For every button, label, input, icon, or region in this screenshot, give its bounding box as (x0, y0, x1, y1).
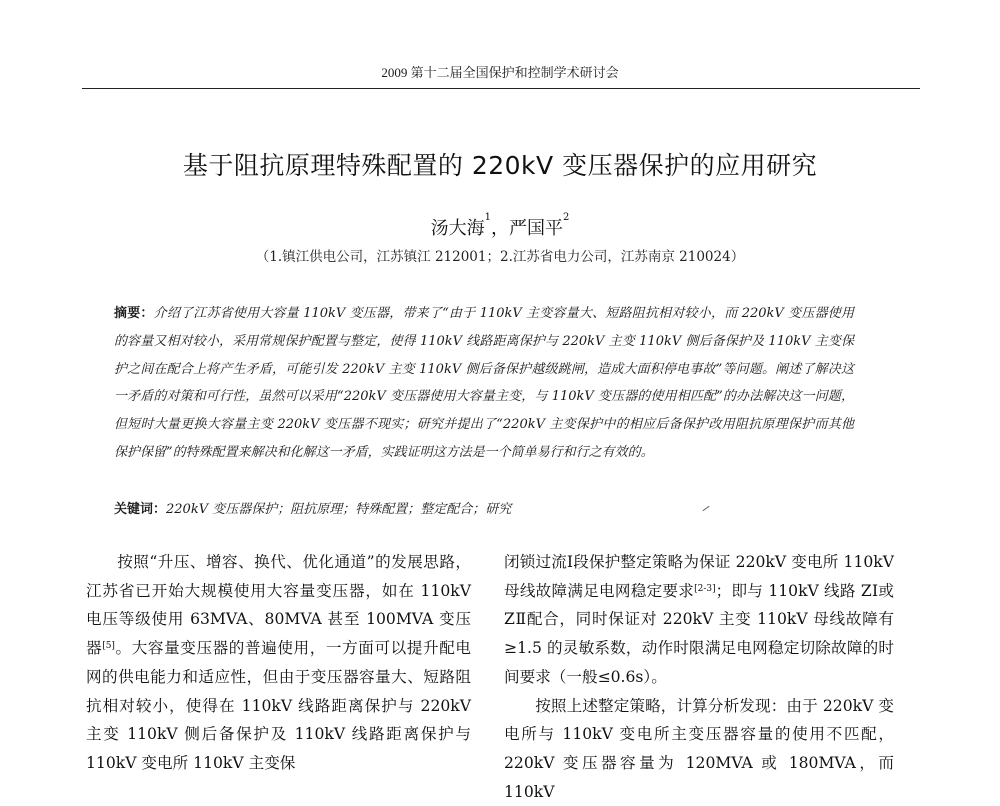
abstract (114, 300, 854, 467)
abstract-label: 摘要： (114, 306, 154, 321)
body-left-column (86, 548, 471, 778)
citation: [5] (102, 641, 115, 652)
author-1: 汤大海 (430, 218, 485, 239)
paragraph-text: 按照“升压、增容、换代、优化通道”的发展思路，江苏省已开始大规模使用大容量变压器，如在 110kV 电压等级使用 63MVA、80MVA 甚至 100MVA 变压器 (86, 553, 471, 658)
author-1-affil-mark: 1 (484, 212, 491, 223)
author-separator: ， (491, 218, 509, 239)
paragraph-text: ；即与 110kV 线路 ZⅠ或 ZⅡ配合，同时保证对 220kV 主变 110kV 母线故障有≥1.5 的灵敏系数，动作时限满足电网稳定切除故障的时间要求（一般≤0.6s）。 (504, 581, 894, 686)
author-2-affil-mark: 2 (563, 212, 570, 223)
citation: [2-3] (694, 583, 716, 594)
author-line (0, 214, 1000, 240)
body-right-column (504, 548, 894, 806)
paper-title: 基于阻抗原理特殊配置的 220kV 变压器保护的应用研究 (182, 151, 818, 180)
affiliations: （1.镇江供电公司，江苏镇江 212001；2.江苏省电力公司，江苏南京 210024） (255, 249, 745, 265)
paragraph-text: 。大容量变压器的普遍使用，一方面可以提升配电网的供电能力和适应性，但由于变压器容量大、短路阻抗相对较小，使得在 110kV 线路距离保护与 220kV 主变 110kV 侧后备保护及 110kV 线路距离保护与 110kV 变电所 110kV 主变保 (86, 639, 471, 772)
conference-header: 2009 第十二届全国保护和控制学术研讨会 (381, 65, 619, 80)
paragraph-text: 闭锁过流Ⅰ段保护整定策略为保证 220kV 变电所 110kV 母线故障满足电网稳定要求 (504, 553, 894, 600)
keywords-label: 关键词： (114, 502, 167, 517)
body-paragraph (504, 548, 894, 692)
abstract-text: 介绍了江苏省使用大容量 110kV 变压器，带来了“由于 110kV 主变容量大、短路阻抗相对较小，而 220kV 变压器使用的容量又相对较小，采用常规保护配置与整定，使得 110kV 线路距离保护与 220kV 主变 110kV 侧后备保护及 110kV 主变保护之间在配合上将产生矛盾，可能引发 220kV 主变 110kV 侧后备保护越级跳闸，造成大面积停电事故”等问题。阐述了解决这一矛盾的对策和可行性，虽然可以采用“220kV 变压器使用大容量主变，与 110kV 变压器的使用相匹配”的办法解决这一问题，但短时大量更换大容量主变 220kV 变压器不现实；研究并提出了“220kV 主变保护中的相应后备保护改用阻抗原理保护而其他保护保留”的特殊配置来解决和化解这一矛盾，实践证明这方法是一个简单易行和行之有效的。 (114, 306, 854, 460)
author-2: 严国平 (509, 218, 563, 239)
keywords (114, 498, 854, 517)
body-paragraph (86, 548, 471, 778)
keywords-text: 220kV 变压器保护；阻抗原理；特殊配置；整定配合；研究 (166, 502, 512, 517)
header-rule (82, 88, 920, 89)
body-paragraph: 按照上述整定策略，计算分析发现：由于 220kV 变电所与 110kV 变电所主变压器容量的使用不匹配，220kV 变压器容量为 120MVA 或 180MVA，而 110kV (504, 696, 894, 801)
